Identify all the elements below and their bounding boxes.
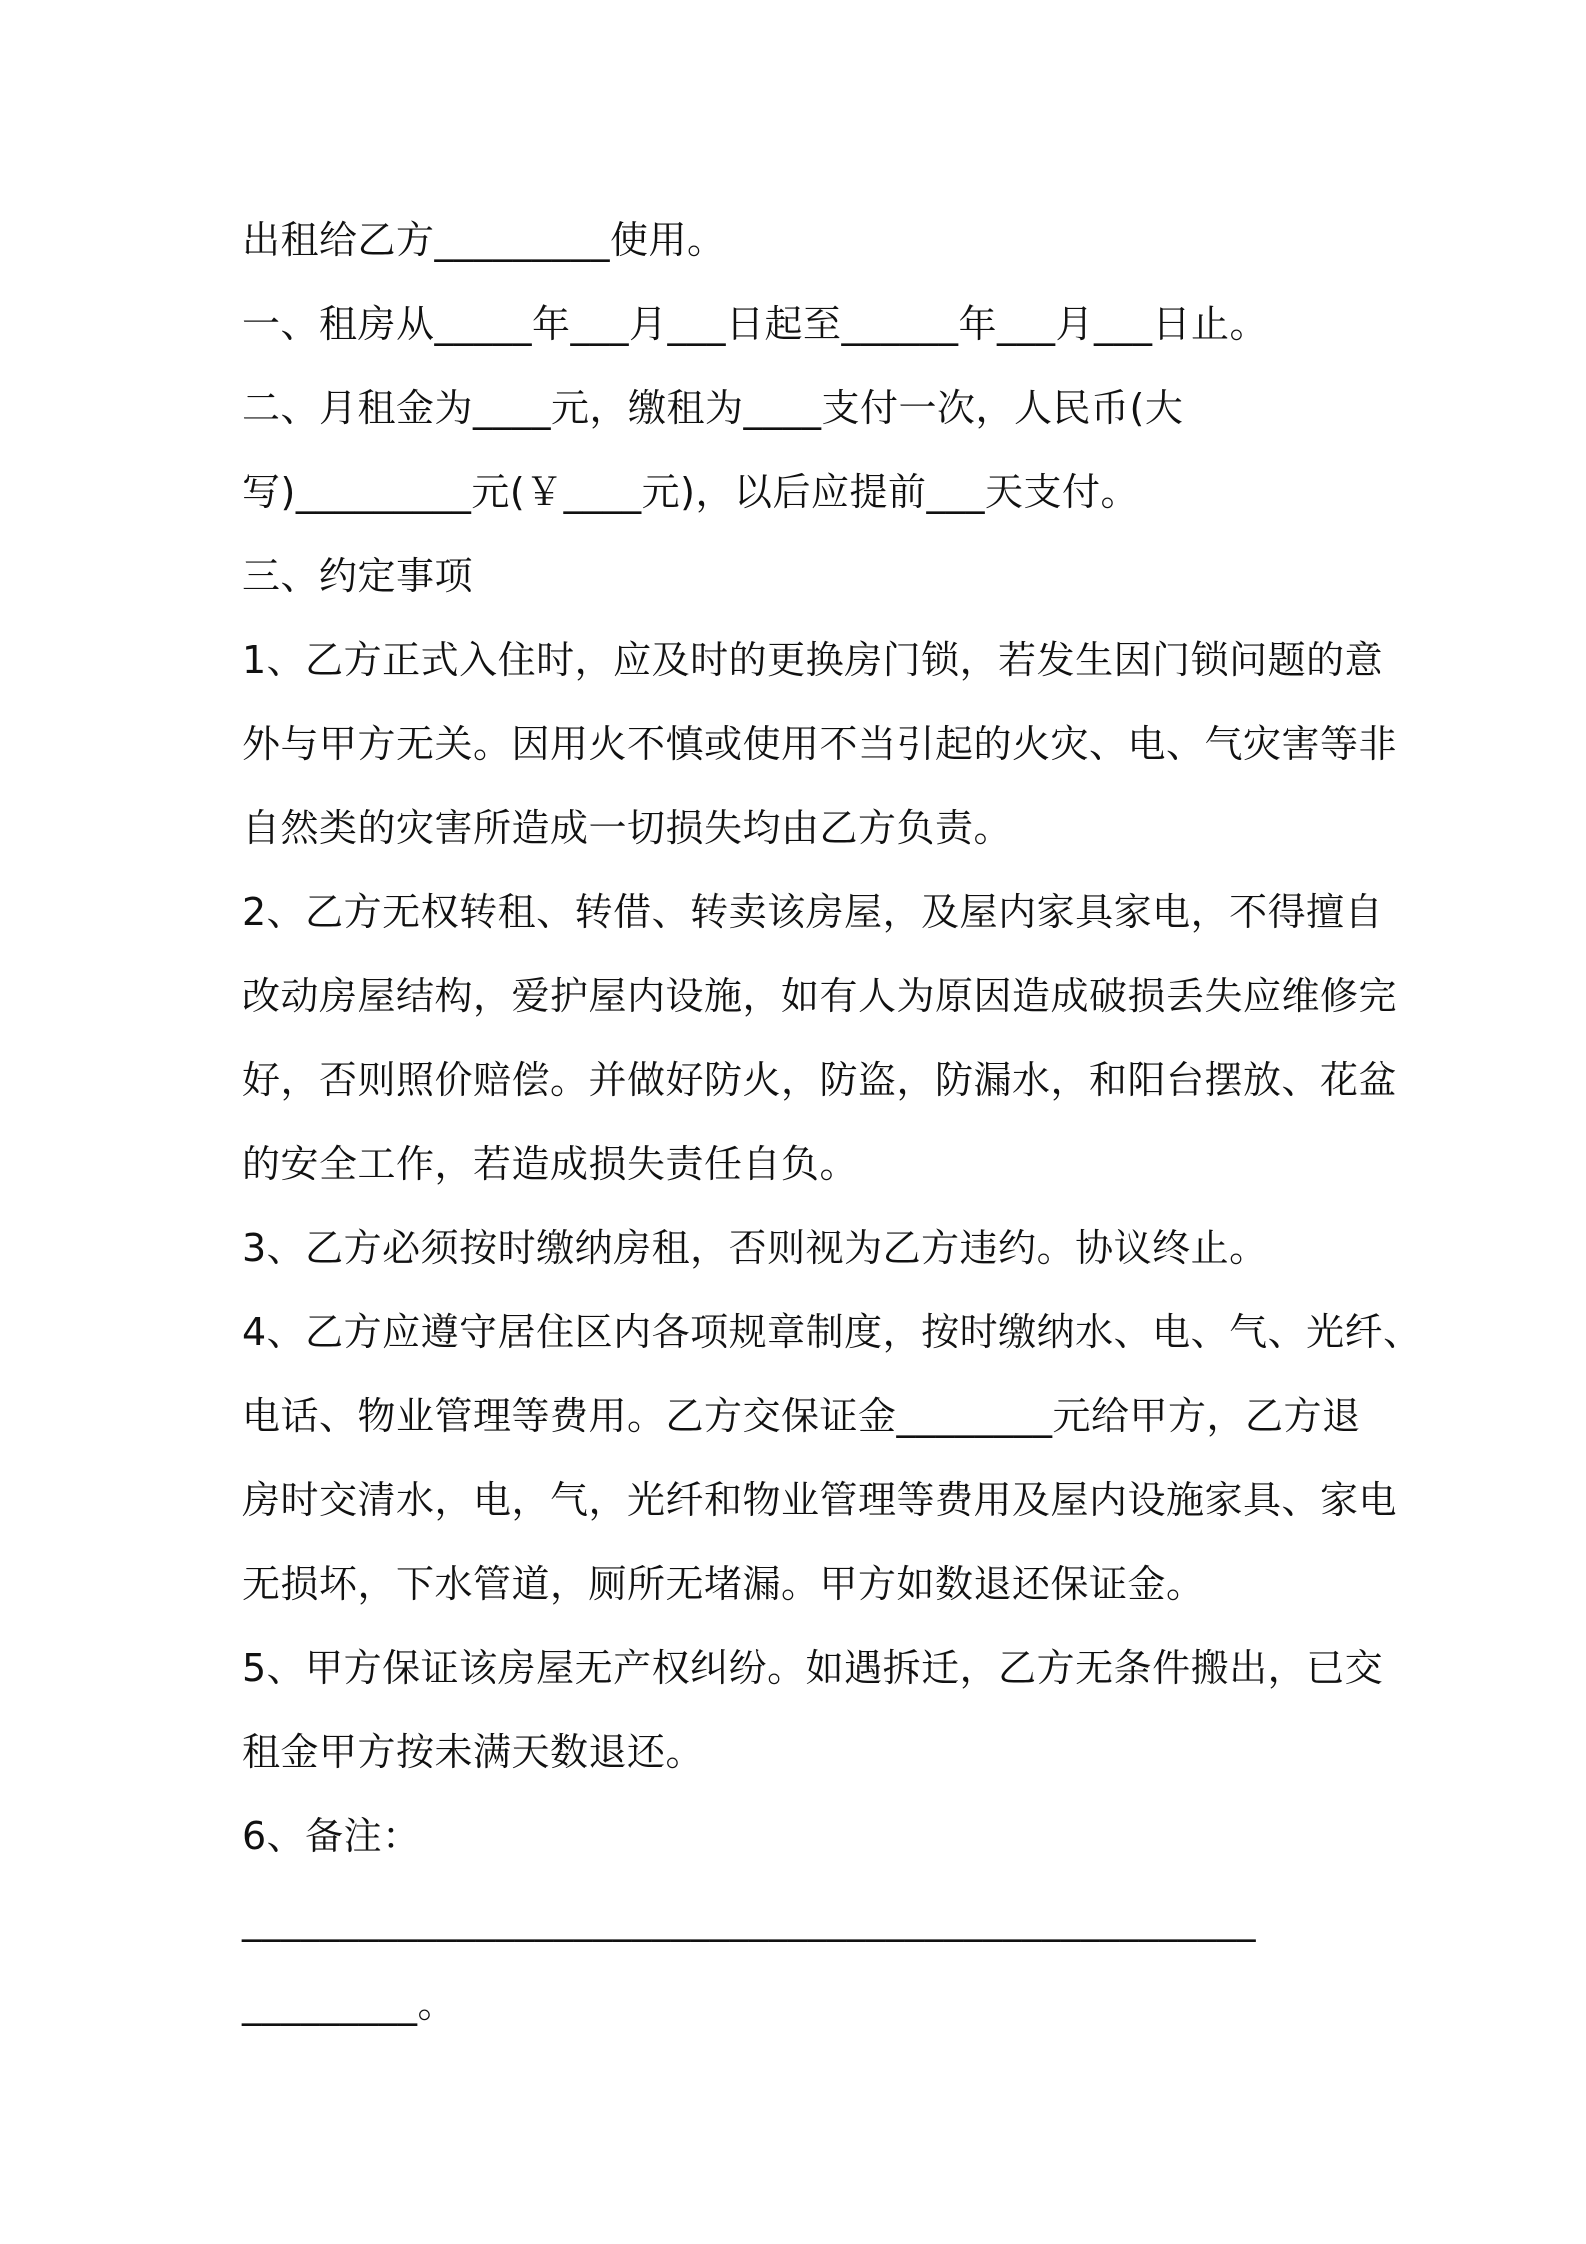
text-line: 二、月租金为____元，缴租为____支付一次，人民币(大 [242,386,1184,430]
text-line: 房时交清水，电，气，光纤和物业管理等费用及屋内设施家具、家电 [242,1478,1398,1522]
text-line: 外与甲方无关。因用火不慎或使用不当引起的火灾、电、气灾害等非 [242,722,1398,766]
text-line: 的安全工作，若造成损失责任自负。 [242,1142,859,1186]
text-line: 租金甲方按未满天数退还。 [242,1730,705,1774]
text-line: 6、备注： [242,1814,421,1858]
text-line: 好，否则照价赔偿。并做好防火，防盗，防漏水，和阳台摆放、花盆 [242,1058,1398,1102]
blank-fill-line: ____________________________________________________ [242,1898,1256,1942]
text-line: 改动房屋结构，爱护屋内设施，如有人为原因造成破损丢失应维修完 [242,974,1398,1018]
text-line: 3、乙方必须按时缴纳房租，否则视为乙方违约。协议终止。 [242,1226,1268,1270]
text-line: 1、乙方正式入住时，应及时的更换房门锁，若发生因门锁问题的意 [242,638,1384,682]
text-line: 2、乙方无权转租、转借、转卖该房屋，及屋内家具家电，不得擅自 [242,890,1384,934]
text-line: 电话、物业管理等费用。乙方交保证金________元给甲方，乙方退 [242,1394,1361,1438]
blank-fill-line: _________。 [242,1982,457,2026]
text-line: 4、乙方应遵守居住区内各项规章制度，按时缴纳水、电、气、光纤、 [242,1310,1422,1354]
text-line: 一、租房从_____年___月___日起至______年___月___日止。 [242,302,1269,346]
text-line: 无损坏，下水管道，厕所无堵漏。甲方如数退还保证金。 [242,1562,1205,1606]
text-line: 自然类的灾害所造成一切损失均由乙方负责。 [242,806,1013,850]
section-heading: 三、约定事项 [242,554,474,598]
text-line: 出租给乙方_________使用。 [242,218,726,262]
text-line: 5、甲方保证该房屋无产权纠纷。如遇拆迁，乙方无条件搬出，已交 [242,1646,1384,1690]
text-line: 写)_________元(￥____元)，以后应提前___天支付。 [242,470,1139,514]
contract-text [242,198,1422,2046]
